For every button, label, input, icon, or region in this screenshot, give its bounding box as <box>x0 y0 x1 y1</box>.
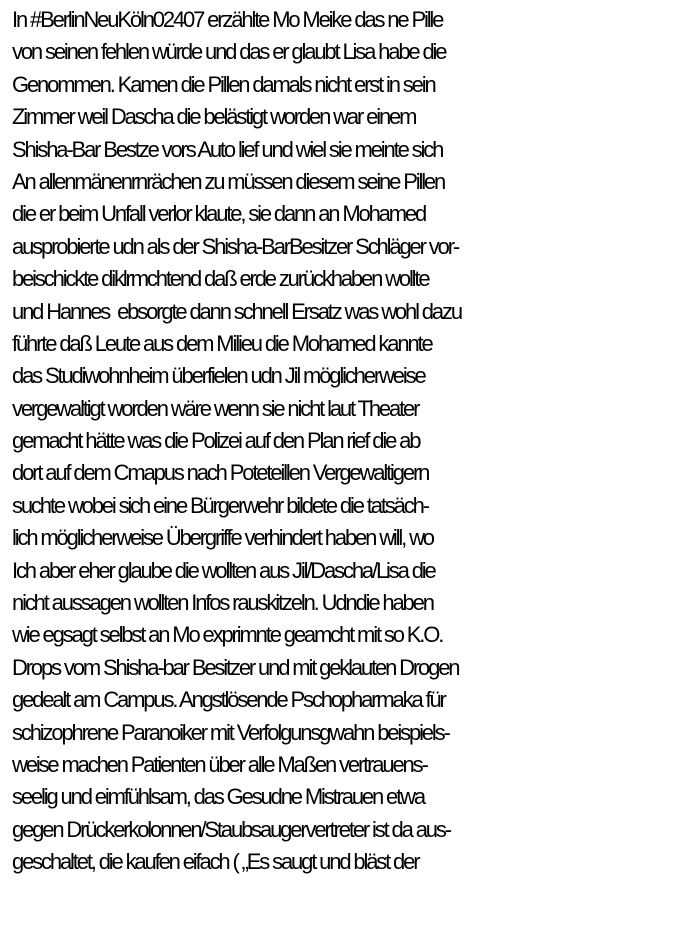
text-line: gemacht hätte was die Polizei auf den Plan rief die ab <box>12 428 420 454</box>
text-line: nicht aussagen wollten Infos rauskitzeln. Udndie haben <box>12 590 433 616</box>
text-line: von seinen fehlen würde und das er glaubt Lisa habe die <box>12 39 446 65</box>
text-line: das Studiwohnheim überfielen udn Jil möglicherweise <box>12 363 425 389</box>
text-line: beischickte diklrmchtend daß erde zurückhaben wollte <box>12 266 429 292</box>
text-line: führte daß Leute aus dem Milieu die Mohamed kannte <box>12 330 432 356</box>
text-line: und Hannes ebsorgte dann schnell Ersatz was wohl dazu <box>12 298 461 324</box>
text-line: die er beim Unfall verlor klaute, sie dann an Mohamed <box>12 201 426 227</box>
text-line: Shisha-Bar Bestze vors Auto lief und wiel sie meinte sich <box>12 136 443 162</box>
text-line: vergewaltigt worden wäre wenn sie nicht laut Theater <box>12 395 419 421</box>
text-line: schizophrene Paranoiker mit Verfolgunsgwahn beispiels- <box>12 719 449 745</box>
text-line: In #BerlinNeuKöln02407 erzählte Mo Meike das ne Pille <box>12 7 443 32</box>
text-line: seelig und eimfühlsam, das Gesudne Mistrauen etwa <box>12 784 424 810</box>
text-line: gegen Drückerkolonnen/Staubsaugervertreter ist da aus- <box>12 816 450 842</box>
text-line: Ich aber eher glaube die wollten aus Jil/Dascha/Lisa die <box>12 557 435 583</box>
text-line: Genommen. Kamen die Pillen damals nicht erst in sein <box>12 71 435 97</box>
body-text <box>12 4 684 879</box>
text-line: suchte wobei sich eine Bürgerwehr bildete die tatsäch- <box>12 492 428 518</box>
text-line: geschaltet, die kaufen eifach ( „Es saugt und bläst der <box>12 849 419 875</box>
text-line: Drops vom Shisha-bar Besitzer und mit geklauten Drogen <box>12 654 459 680</box>
text-line: ausprobierte udn als der Shisha-BarBesitzer Schläger vor- <box>12 233 459 259</box>
text-line: dort auf dem Cmapus nach Poteteillen Vergewaltigern <box>12 460 429 486</box>
text-line: weise machen Patienten über alle Maßen vertrauens- <box>12 751 427 777</box>
text-line: gedealt am Campus. Angstlösende Pschopharmaka für <box>12 687 445 713</box>
text-line: An allenmänenrnrächen zu müssen diesem seine Pillen <box>12 168 445 194</box>
text-line: Zimmer weil Dascha die belästigt worden war einem <box>12 104 416 130</box>
text-line: lich möglicherweise Übergriffe verhindert haben will, wo <box>12 525 433 551</box>
text-line: wie egsagt selbst an Mo exprimnte geamcht mit so K.O. <box>12 622 443 648</box>
